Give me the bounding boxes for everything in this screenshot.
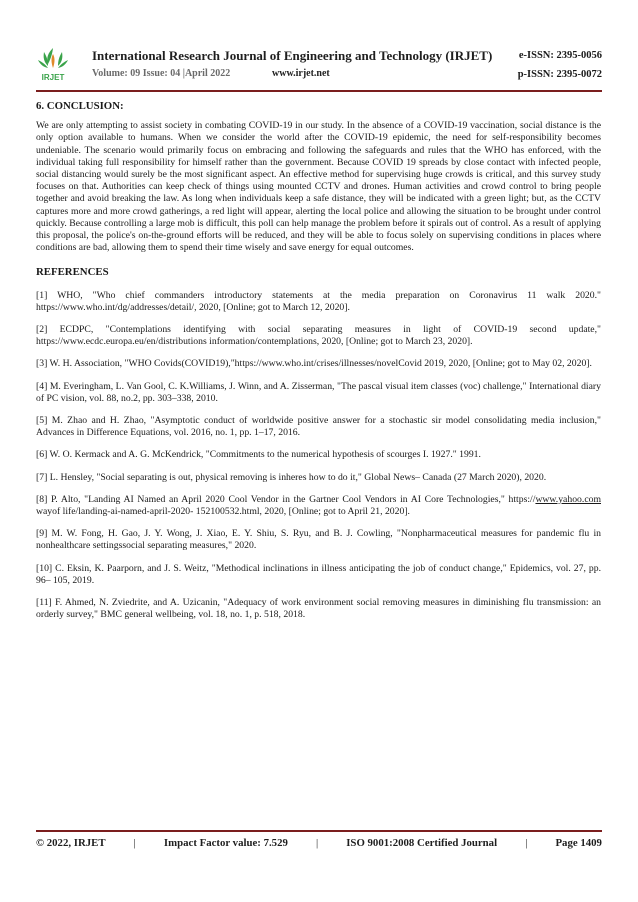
page-header bbox=[36, 44, 602, 86]
reference-item: [7] L. Hensley, "Social separating is out, physical removing is inheres how to do it," Global News– Canada (27 March 2020), 2020. bbox=[36, 471, 547, 483]
volume-issue: Volume: 09 Issue: 04 |April 2022 bbox=[92, 68, 231, 79]
reference-item: [10] C. Eksin, K. Paarporn, and J. S. Weitz, "Methodical inclinations in illness anticipating the job of conduct change," Epidemics, vol. 27, pp. 96– 105, 2019. bbox=[36, 562, 601, 586]
reference-8-link[interactable]: www.yahoo.com bbox=[535, 493, 601, 505]
reference-item-8 bbox=[36, 494, 601, 518]
references-heading: REFERENCES bbox=[36, 266, 109, 279]
reference-item: [4] M. Everingham, L. Van Gool, C. K.Williams, J. Winn, and A. Zisserman, "The pascal visual item classes (voc) challenge," International diary of PC vision, vol. 88, no.2, pp. 303–338, 2010. bbox=[36, 380, 601, 404]
reference-item: [1] WHO, "Who chief commanders introductory statements at the media preparation on Coronavirus 11 walk 2020." https://www.who.int/dg/addresses/detail/, 2020, [Online; got to March 12, 2020]. bbox=[36, 289, 601, 313]
reference-item: [9] M. W. Fong, H. Gao, J. Y. Wong, J. Xiao, E. Y. Shiu, S. Ryu, and B. J. Cowling, "Nonpharmaceutical measures for pandemic flu in nonhealthcare settingssocial separating measures," 2020. bbox=[36, 528, 601, 552]
reference-8-text-rest: wayof life/landing-ai-named-april-2020- 152100532.html, 2020, [Online; got to April 21, 2020]. bbox=[36, 506, 410, 518]
reference-item: [2] ECDPC, "Contemplations identifying with social separating measures in light of COVID-19 second update," https://www.ecdc.europa.eu/en/distributions information/contemplations, 2020, [Online; got to March 23, 2020]. bbox=[36, 324, 601, 348]
header-rule bbox=[36, 90, 602, 92]
reference-item: [3] W. H. Association, "WHO Covids(COVID19),"https://www.who.int/crises/illnesses/novelCovid 2019, 2020, [Online; got to May 02, 2020]. bbox=[36, 358, 592, 370]
conclusion-heading: 6. CONCLUSION: bbox=[36, 100, 124, 112]
irjet-logo-icon bbox=[36, 44, 70, 84]
reference-item: [5] M. Zhao and H. Zhao, "Asymptotic conduct of worldwide positive answer for a stochastic sir model consolidating media inclusion," Advances in Difference Equations, vol. 2016, no. 1, pp. 1–17, 2016. bbox=[36, 415, 601, 439]
journal-title: International Research Journal of Engineering and Technology (IRJET) bbox=[92, 48, 493, 63]
e-issn: e-ISSN: 2395-0056 bbox=[518, 50, 602, 61]
footer-copyright: © 2022, IRJET bbox=[36, 837, 106, 849]
footer-page-number: Page 1409 bbox=[555, 837, 602, 849]
footer-impact-factor: Impact Factor value: 7.529 bbox=[163, 837, 288, 849]
conclusion-paragraph: We are only attempting to assist society in combating COVID-19 in our study. In the absence of a COVID-19 vaccination, social distance is the only option available to humans. When we consider the world after the COVID-19 epidemic, the need for self-responsibility becomes undeniable. The scenario would primarily focus on embracing and following the safeguards and rules that the WHO has enforced, with the individual taking full responsibility for himself rather than the government. Because COVID 19 spreads by close contact with infected people, social distancing would surely be the most significant aspect. An effective method for supervising huge crowds is critical, and this survey study focuses on that. Authorities can keep check of things using mounted CCTV and drones. Human activities and crowd control to bring people together and avoid breaking the law. As long when individuals keep a safe distance, they will be indicated with a green light; but, as the CCTV captures more and more crowd gatherings, a red light will appear, alerting the local police and allowing the situation to be brought under control quickly. Because controlling a large mob is difficult, this poll can help manage the problem before it spirals out of control. As a result of applying this proposal, the police's on-the-ground efforts will be reduced, and they will be able to focus solely on supervising conditions in places where conditions are bad, allowing them to spend their time wisely and save energy for equal outcomes. bbox=[36, 120, 601, 254]
page-body bbox=[36, 96, 601, 632]
footer-separator: | bbox=[133, 837, 136, 849]
svg-text:IRJET: IRJET bbox=[41, 73, 65, 82]
footer-separator: | bbox=[525, 837, 528, 849]
footer-iso: ISO 9001:2008 Certified Journal bbox=[346, 837, 498, 849]
footer-separator: | bbox=[315, 837, 319, 849]
reference-item: [11] F. Ahmed, N. Zviedrite, and A. Uzicanin, "Adequacy of work environment social removing measures in diminishing flu transmission: an orderly survey," BMC general wellbeing, vol. 18, no. 1, p. 518, 2018. bbox=[36, 597, 601, 621]
reference-item: [6] W. O. Kermack and A. G. McKendrick, "Commitments to the numerical hypothesis of scourges I. 1927." 1991. bbox=[36, 449, 481, 461]
page-footer bbox=[36, 834, 602, 852]
journal-website: www.irjet.net bbox=[272, 68, 330, 79]
reference-8-text: [8] P. Alto, "Landing AI Named an April 2020 Cool Vendor in the Gartner Cool Vendors in AI Core Technologies," https:// bbox=[36, 493, 536, 505]
p-issn: p-ISSN: 2395-0072 bbox=[517, 69, 602, 80]
footer-rule bbox=[36, 830, 602, 832]
